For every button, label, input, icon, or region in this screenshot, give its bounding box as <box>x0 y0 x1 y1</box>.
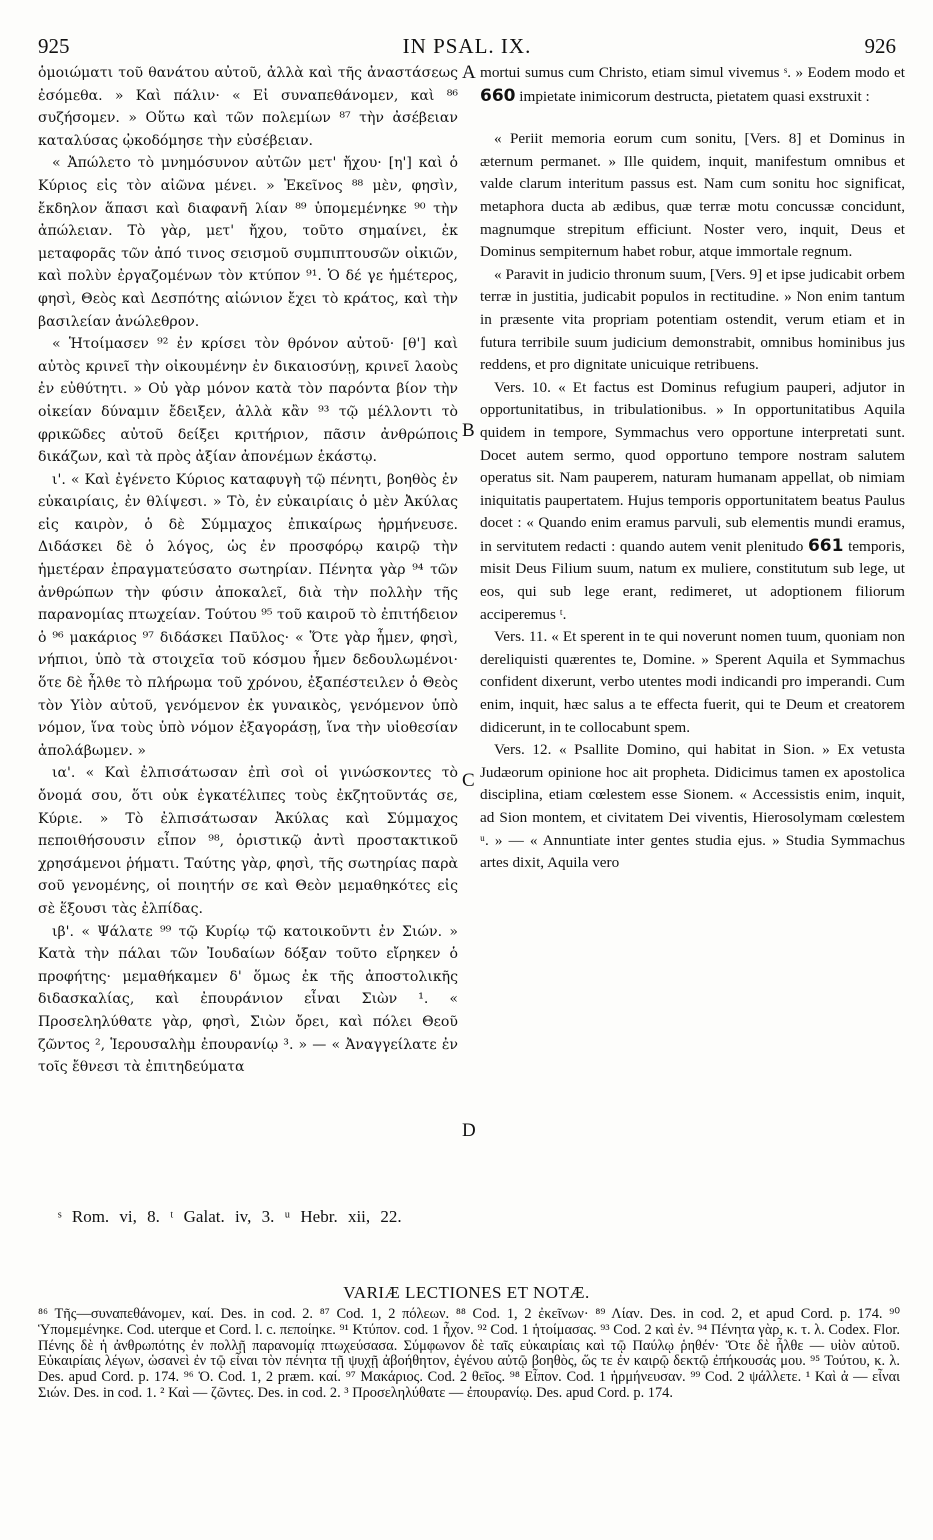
latin-text: temporis, misit Deus Filium suum, natum ex muliere, constitutum sub lege, ut eos, qui sub lege erant, redimeret, ut adoptionem filiorum acciperemus ᵗ. <box>480 537 906 623</box>
greek-paragraph: ι'. « Καὶ ἐγένετο Κύριος καταφυγὴ τῷ πένητι, βοηθὸς ἐν εὐκαιρίαις, ἐν θλίψεσι. » Τὸ, ἐν εὐκαιρίαις ὁ μὲν Ἀκύλας εἰς καιρὸν, ὁ δὲ Σύμμαχος ἐπικαίρως ἡρμήνευσε. Διδάσκει δὲ ὁ λόγος, ὡς ἐν προσφόρῳ καιρῷ τὴν ἡμετέραν ἐπραγματεύσατο σωτηρίαν. Πένητα γὰρ ⁹⁴ τῶν ἀνθρώπων τὴν φύσιν ἀποκαλεῖ, διὰ τὴν πολλὴν τῆς παρανομίας πτωχείαν. Τούτου ⁹⁵ τοῦ καιροῦ τὸ ἐπιτήδειον ὁ ⁹⁶ μακάριος ⁹⁷ διδάσκει Παῦλος· « Ὅτε γὰρ ἦμεν, φησὶ, νήπιοι, ὑπὸ τὰ στοιχεῖα τοῦ κόσμου ἦμεν δεδουλωμένοι· ὅτε δὲ ἦλθε τὸ πλήρωμα τοῦ χρόνου, ἐξαπέστειλεν ὁ Θεὸς τὸν Υἱὸν αὐτοῦ, γενόμενον ἐκ γυναικὸς, γενόμενον ὑπὸ νόμον, ἵνα τοὺς ὑπὸ νόμον ἐξαγοράσῃ, ἵνα τὴν υἱοθεσίαν ἀπολάβωμεν. » <box>38 471 458 759</box>
latin-paragraph: Vers. 11. « Et sperent in te qui noverunt nomen tuum, quoniam non dereliquisti quærentes te, Domine. » Sperent Aquila et Symmachus confident dixerunt, verbo utentes modi indicandi pro imperandi. Cum enim, inquit, hæc salus a te effecta fuerit, qui te Deum et creatorem didicerunt, in te collocabunt spem. <box>480 628 905 736</box>
margin-marker-d: D <box>462 1120 476 1141</box>
page-header <box>38 34 896 60</box>
column-number-661: 661 <box>807 535 844 556</box>
greek-column <box>38 62 458 1079</box>
greek-paragraph: ιβ'. « Ψάλατε ⁹⁹ τῷ Κυρίῳ τῷ κατοικοῦντι ἐν Σιών. » Κατὰ τὴν πάλαι τῶν Ἰουδαίων δόξαν τοῦτο εἴρηκεν ὁ προφήτης· μεμαθήκαμεν δ' ὅμως ἐκ τῆς ἀποστολικῆς διδασκαλίας, καὶ ἐπουράνιον εἶναι Σιὼν ¹. « Προσεληλύθατε γὰρ, φησὶ, Σιὼν ὄρει, καὶ πόλει Θεοῦ ζῶντος ², Ἱερουσαλὴμ ἐπουρανίῳ ³. » — « Ἀναγγείλατε ἐν τοῖς ἔθνεσι τὰ ἐπιτηδεύματα <box>38 923 458 1076</box>
latin-paragraph: « Periit memoria eorum cum sonitu, [Vers. 8] et Dominus in æternum permanet. » Ille quidem, inquit, manifestum omnibus et valde clarum interitum passus est. Nam cum sonitu hoc significat, metaphora ducta ab ædibus, quæ terræ motu concussæ concidunt, magnumque strepitum efficiunt. Noster vero, inquit, Deus et Dominus sempiternum habet robur, atque immortale regnum. <box>480 130 905 261</box>
latin-text: impietate inimicorum destructa, pietatem quasi exstruxit : <box>519 87 870 105</box>
latin-paragraph-opening <box>480 62 905 108</box>
latin-paragraph-vers10 <box>480 377 905 627</box>
running-title: IN PSAL. IX. <box>402 34 532 58</box>
notes-section <box>38 1307 900 1402</box>
latin-paragraph: Vers. 12. « Psallite Domino, qui habitat in Sion. » Ex vetusta Judæorum opinione hoc ait propheta. Didicimus tamen ex apostolica disciplina, etiam cœlestem esse Sionem. « Accessistis enim, inquit, ad Sion montem, et civitatem Dei viventis, Hierosolymam cœlestem ᵘ. » — « Annuntiate inter gentes studia ejus. » Studia Symmachus artes dixit, Aquila vero <box>480 741 905 872</box>
margin-marker-c: C <box>462 770 475 791</box>
scripture-references: ˢ Rom. vi, 8. ᵗ Galat. iv, 3. ᵘ Hebr. xii, 22. <box>58 1207 402 1226</box>
notes-text: ⁸⁶ Τῆς—συναπεθάνομεν, καί. Des. in cod. 2. ⁸⁷ Cod. 1, 2 πόλεων. ⁸⁸ Cod. 1, 2 ἐκεῖνων· ⁸⁹ Λίαν. Des. in cod. 2, et apud Cord. p. 174. ⁹⁰ Ὑπομεμένηκε. Cod. uterque et Cord. l. c. πεποίηκε. ⁹¹ Κτύπον. cod. 1 ἦχον. ⁹² Cod. 1 ἡτοίμασας. ⁹³ Cod. 2 καὶ ἐν. ⁹⁴ Πένητα γὰρ, κ. τ. λ. Codex. Flor. Πένης δὲ ἡ ἀνθρωπότης ἐν πολλῇ παρανομίᾳ πτωχεύσασα. Σύμφωνον δὲ ταῖς εὐκαιρίαις καὶ τῷ Παύλῳ ῥηθέν· Ὅτε δὲ ἦλθε — υἱὸν αὐτοῦ. Εὐκαιρίαις λέγων, ὡσανεὶ ἐν τῷ εἶναι τὸν πένητα τῇ ψυχῇ ἀβοήθητον, ἐγένου αὐτῷ βοηθὸς, ὥς τε ἐν καιρῷ δεκτῷ ἐπήκουσάς μου. ⁹⁵ Τούτου, κ. λ. Des. apud Cord. p. 174. ⁹⁶ Ὁ. Cod. 1, 2 præm. καί. ⁹⁷ Μακάριος. Cod. 2 θεῖος. ⁹⁸ Εἶπον. Cod. 1 ἡρμήνευσαν. ⁹⁹ Cod. 2 ψάλλετε. ¹ Καὶ ἀ — εἶναι Σιών. Des. in cod. 1. ² Καὶ — ζῶντες. Des. in cod. 2. ³ Προσεληλύθατε — ἐπουρανίῳ. Des. apud Cord. p. 174. <box>38 1306 900 1401</box>
margin-marker-a: A <box>462 62 476 83</box>
latin-text: mortui sumus cum Christo, etiam simul vivemus ˢ. » Eodem modo et <box>480 64 905 81</box>
column-number-660: 660 <box>480 85 516 106</box>
notes-heading: VARIÆ LECTIONES ET NOTÆ. <box>343 1283 590 1302</box>
greek-paragraph: ὁμοιώματι τοῦ θανάτου αὐτοῦ, ἀλλὰ καὶ τῆς ἀναστάσεως ἐσόμεθα. » Καὶ πάλιν· « Εἰ συναπεθάνομεν, καὶ ⁸⁶ συζήσομεν. » Οὕτω καὶ τῶν πολεμίων ⁸⁷ τὴν ἀσέβειαν καταλύσας ᾠκοδόμησε τὴν εὐσέβειαν. <box>38 65 458 149</box>
greek-paragraph: « Ἡτοίμασεν ⁹² ἐν κρίσει τὸν θρόνον αὐτοῦ· [θ'] καὶ αὐτὸς κρινεῖ τὴν οἰκουμένην ἐν δικαιοσύνῃ, κρινεῖ λαοὺς ἐν εὐθύτητι. » Οὐ γὰρ μόνον κατὰ τὸν παρόντα βίον τὴν οἰκείαν δύναμιν ἔδειξεν, ἀλλὰ κἂν ⁹³ τῷ μέλλοντι τὸ φρικῶδες αὐτοῦ δείξει κριτήριον, πᾶσιν ἀνθρώποις δικάζων, καὶ τὰ πρὸς ἀξίαν ἀπονέμων ἑκάστῳ. <box>38 336 458 466</box>
margin-marker-b: B <box>462 420 475 441</box>
page-number-left: 925 <box>38 34 70 58</box>
greek-paragraph: ια'. « Καὶ ἐλπισάτωσαν ἐπὶ σοὶ οἱ γινώσκοντες τὸ ὄνομά σου, ὅτι οὐκ ἐγκατέλιπες τοὺς ἐκζητοῦντάς σε, Κύριε. » Τὸ ἐλπισάτωσαν Ἀκύλας καὶ Σύμμαχος πεποιθήσουσιν εἶπον ⁹⁸, ὁριστικῷ ἀντὶ προστακτικοῦ χρησάμενοι ῥήματι. Ταύτης γὰρ, φησὶ, τῆς σωτηρίας παρὰ σοῦ γενομένης, οἱ ποιητήν σε καὶ Θεὸν μεμαθηκότες εἰς σὲ ἕξουσι τὰς ἐλπίδας. <box>38 765 458 917</box>
greek-paragraph: « Ἀπώλετο τὸ μνημόσυνον αὐτῶν μετ' ἤχου· [η'] καὶ ὁ Κύριος εἰς τὸν αἰῶνα μένει. » Ἐκεῖνος ⁸⁸ μὲν, φησὶν, ἔκδηλον ἅπασι καὶ διαφανῆ λίαν ⁸⁹ ὑπομεμένηκε ⁹⁰ τὴν ἀπώλειαν. Τὸ γὰρ, μετ' ἤχου, τοῦτο σημαίνει, ἐκ μεταφορᾶς τῶν ἀπό τινος σεισμοῦ συμπιπτουσῶν οἰκιῶν, καὶ πολὺν ἐργαζομένων τὸν κτύπον ⁹¹. Ὁ δέ γε ἡμέτερος, φησὶ, Θεὸς καὶ Δεσπότης αἰώνιον ἔχει τὸ κράτος, καὶ τὴν βασιλείαν ἀνώλεθρον. <box>38 155 458 330</box>
latin-column <box>480 62 905 875</box>
latin-text: Vers. 10. « Et factus est Dominus refugium pauperi, adjutor in opportunitatibus, in tribulationibus. » In opportunitatibus Aquila quidem in tempore, Symmachus vero opportune interpretati sunt. Docet autem sermo, quod opportuno tempore nostram salutem operatus sit. Nam pauperem, naturam humanam appellat, ob nimiam iniquitatis paupertatem. Hujus temporis opportunitatem beatus Paulus docet : « Quando enim eramus parvuli, sub elementis mundi eramus, in servitutem redacti : quando autem venit plenitudo <box>480 378 905 555</box>
latin-paragraph: « Paravit in judicio thronum suum, [Vers. 9] et ipse judicabit orbem terræ in justitia, judicabit populos in rectitudine. » Non enim tantum in præsente vita propriam potentiam ostendit, verum etiam et in futura terribile suum judicium demonstrabit, omnibus hominibus jus reddens, et pro dignitate unicuique retribuens. <box>480 265 905 374</box>
page-number-right: 926 <box>864 34 896 58</box>
